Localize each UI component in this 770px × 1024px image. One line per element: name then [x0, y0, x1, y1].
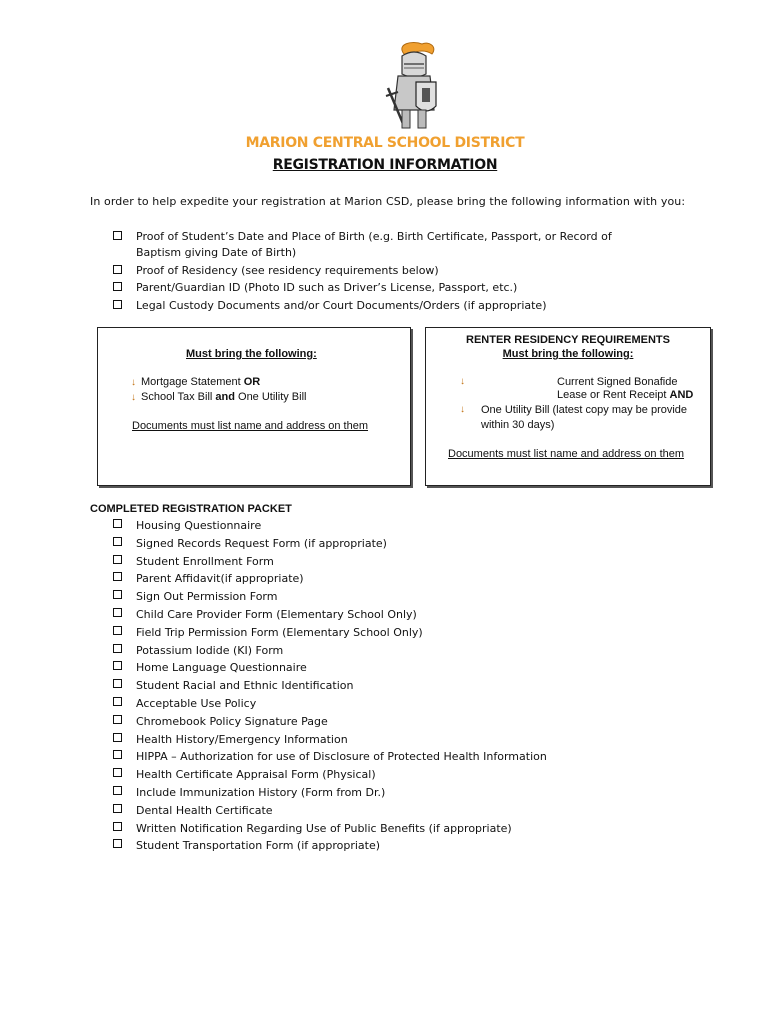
list-item: Health History/Emergency Information	[113, 731, 547, 749]
checkbox-icon	[113, 822, 122, 831]
checkbox-icon	[113, 750, 122, 759]
checkbox-icon	[113, 715, 122, 724]
checkbox-icon	[113, 537, 122, 546]
list-item: Home Language Questionnaire	[113, 659, 547, 677]
list-item: Health Certificate Appraisal Form (Physical)	[113, 766, 547, 784]
list-item: Acceptable Use Policy	[113, 695, 547, 713]
checkbox-icon	[113, 839, 122, 848]
packet-title: COMPLETED REGISTRATION PACKET	[90, 503, 292, 515]
renter-item-utility-line1: One Utility Bill (latest copy may be provide	[481, 404, 688, 416]
list-item: HIPPA – Authorization for use of Disclosure of Protected Health Information	[113, 748, 547, 766]
list-item: Housing Questionnaire	[113, 517, 547, 535]
list-item: Student Racial and Ethnic Identification	[113, 677, 547, 695]
arrow-down-icon: ↓	[460, 404, 465, 415]
checkbox-icon	[113, 519, 122, 528]
arrow-down-icon: ↓	[131, 392, 136, 403]
district-name: MARION CENTRAL SCHOOL DISTRICT	[245, 135, 525, 151]
owner-box-note: Documents must list name and address on them	[132, 420, 369, 432]
list-item: Legal Custody Documents and/or Court Documents/Orders (if appropriate)	[113, 298, 653, 314]
checkbox-icon	[113, 231, 122, 240]
required-items-list	[113, 229, 653, 315]
packet-items-list	[113, 517, 547, 855]
page-title: REGISTRATION INFORMATION	[272, 157, 498, 173]
checkbox-icon	[113, 608, 122, 617]
checkbox-icon	[113, 661, 122, 670]
renter-box-heading: Must bring the following:	[502, 348, 634, 360]
checkbox-icon	[113, 300, 122, 309]
list-item: Include Immunization History (Form from Dr.)	[113, 784, 547, 802]
list-item: Student Enrollment Form	[113, 553, 547, 571]
list-item: Student Transportation Form (if appropriate)	[113, 837, 547, 855]
renter-residency-box	[425, 327, 711, 486]
arrow-down-icon: ↓	[460, 376, 465, 387]
checkbox-icon	[113, 555, 122, 564]
list-item: Chromebook Policy Signature Page	[113, 713, 547, 731]
checkbox-icon	[113, 626, 122, 635]
checkbox-icon	[113, 265, 122, 274]
renter-item-lease-line2: Lease or Rent Receipt AND	[557, 389, 694, 401]
owner-residency-box	[97, 327, 411, 486]
list-item: Parent/Guardian ID (Photo ID such as Driver’s License, Passport, etc.)	[113, 280, 653, 296]
checkbox-icon	[113, 768, 122, 777]
renter-item-lease-line1: Current Signed Bonafide	[557, 376, 678, 388]
list-item: Dental Health Certificate	[113, 802, 547, 820]
checkbox-icon	[113, 804, 122, 813]
list-item: Sign Out Permission Form	[113, 588, 547, 606]
list-item: Child Care Provider Form (Elementary School Only)	[113, 606, 547, 624]
renter-box-title: RENTER RESIDENCY REQUIREMENTS	[466, 334, 670, 346]
checkbox-icon	[113, 733, 122, 742]
renter-box-note: Documents must list name and address on them	[448, 448, 685, 460]
checkbox-icon	[113, 282, 122, 291]
owner-item-mortgage: ↓ Mortgage Statement OR	[131, 376, 261, 388]
intro-text: In order to help expedite your registration at Marion CSD, please bring the following information with you:	[90, 195, 686, 208]
owner-box-heading: Must bring the following:	[186, 348, 317, 360]
knight-logo-icon	[382, 40, 446, 132]
list-item: Proof of Student’s Date and Place of Birth (e.g. Birth Certificate, Passport, or Record of Baptism giving Date of Birth)	[113, 229, 653, 261]
list-item: Signed Records Request Form (if appropriate)	[113, 535, 547, 553]
list-item: Parent Affidavit(if appropriate)	[113, 570, 547, 588]
arrow-down-icon: ↓	[131, 377, 136, 388]
list-item: Potassium Iodide (KI) Form	[113, 642, 547, 660]
list-item: Proof of Residency (see residency requirements below)	[113, 263, 653, 279]
list-item: Field Trip Permission Form (Elementary School Only)	[113, 624, 547, 642]
checkbox-icon	[113, 644, 122, 653]
renter-item-utility-line2: within 30 days)	[481, 419, 555, 431]
checkbox-icon	[113, 786, 122, 795]
checkbox-icon	[113, 590, 122, 599]
checkbox-icon	[113, 572, 122, 581]
list-item: Written Notification Regarding Use of Public Benefits (if appropriate)	[113, 820, 547, 838]
checkbox-icon	[113, 697, 122, 706]
owner-item-tax-bill: ↓ School Tax Bill and One Utility Bill	[131, 391, 307, 403]
checkbox-icon	[113, 679, 122, 688]
